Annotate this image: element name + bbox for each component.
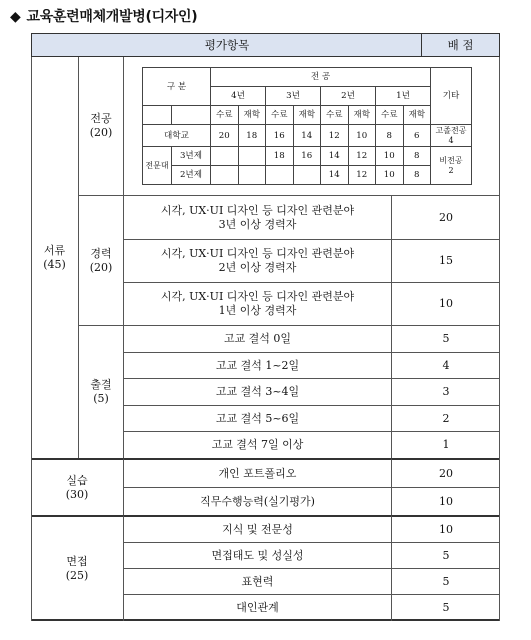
- major-header-label: 전 공: [310, 72, 331, 82]
- attendance-score-cell: [391, 352, 500, 378]
- practical-label: 실습: [66, 473, 88, 487]
- other-nonmajor-label: 비전공: [439, 155, 463, 165]
- documents-points: (45): [43, 257, 66, 271]
- attendance-score-cell: [391, 405, 500, 431]
- attendance-text: 고교 결석 7일 이상: [211, 438, 304, 451]
- interview-row: [123, 515, 391, 542]
- documents-label: 서류: [43, 243, 66, 257]
- three-year-value-cell: [293, 147, 321, 166]
- table-right-border: [499, 57, 500, 621]
- univ-value: 6: [414, 130, 420, 141]
- col-group-cell: [143, 68, 211, 106]
- status-label: 수료: [325, 110, 343, 120]
- status-label: 재학: [353, 110, 371, 120]
- three-year-value-cell: [321, 147, 349, 166]
- header-score-cell: [421, 33, 500, 57]
- documents-label-cell: [31, 57, 78, 458]
- attendance-score: 4: [442, 358, 450, 372]
- univ-value: 8: [386, 130, 392, 141]
- page-title: [10, 6, 197, 26]
- career-row: [123, 195, 391, 239]
- table-left-border: [31, 57, 32, 621]
- univ-label: 대학교: [164, 130, 189, 141]
- interview-row: [123, 568, 391, 594]
- career-score: 20: [439, 210, 453, 224]
- attendance-score-cell: [391, 431, 500, 458]
- univ-value-cell: [293, 125, 321, 147]
- interview-points: (25): [65, 569, 89, 582]
- attendance-row: [123, 325, 391, 352]
- career-row: [123, 282, 391, 325]
- other-header-label: 기타: [442, 91, 460, 101]
- attendance-row: [123, 431, 391, 458]
- univ-value-cell: [321, 125, 349, 147]
- attendance-row: [123, 378, 391, 405]
- two-year-value-cell: [376, 166, 404, 185]
- attendance-text: 고교 결석 5~6일: [215, 411, 300, 425]
- practical-points: (30): [65, 487, 89, 501]
- univ-value-cell: [238, 125, 266, 147]
- attendance-score: 5: [442, 332, 450, 345]
- year-2-cell: [321, 87, 376, 106]
- major-table-cell: [123, 57, 500, 195]
- two-year-value: 10: [383, 170, 395, 180]
- career-row-line1: 시각, UX·UI 디자인 등 디자인 관련분야: [160, 203, 355, 217]
- three-year-label-cell: [172, 147, 211, 166]
- practical-text: 직무수행능력(실기평가): [200, 494, 315, 508]
- interview-score: 5: [442, 548, 450, 562]
- three-year-value-cell: [348, 147, 376, 166]
- career-score-cell: [391, 195, 500, 239]
- interview-score-cell: [391, 515, 500, 542]
- interview-label: 면접: [66, 555, 88, 568]
- interview-score: 5: [442, 574, 450, 588]
- major-label: 전공: [90, 112, 112, 125]
- attendance-text: 고교 결석 0일: [223, 332, 292, 345]
- career-points: (20): [89, 260, 113, 274]
- attendance-score-cell: [391, 378, 500, 405]
- status-cell: [403, 106, 431, 125]
- practical-row: [123, 458, 391, 487]
- status-label: 재학: [298, 110, 316, 120]
- interview-row: [123, 594, 391, 621]
- univ-value-cell: [403, 125, 431, 147]
- career-score-cell: [391, 282, 500, 325]
- practical-score-cell: [391, 458, 500, 487]
- interview-label-cell: [31, 515, 123, 621]
- status-label: 수료: [380, 110, 398, 120]
- two-year-value: 14: [328, 170, 340, 180]
- status-label: 수료: [215, 110, 233, 120]
- status-cell: [376, 106, 404, 125]
- practical-text: 개인 포트폴리오: [218, 466, 297, 480]
- year-label: 3년: [286, 91, 300, 101]
- attendance-label: 출결: [90, 378, 112, 391]
- two-year-value-cell: [403, 166, 431, 185]
- interview-row: [123, 542, 391, 568]
- univ-value: 20: [218, 130, 230, 141]
- three-year-value-cell: [266, 147, 294, 166]
- page-title-text: 교육훈련매체개발병(디자인): [26, 9, 198, 25]
- interview-text: 표현력: [241, 574, 274, 588]
- univ-value-cell: [348, 125, 376, 147]
- attendance-label-cell: [78, 325, 123, 458]
- three-year-label: 3년제: [179, 151, 203, 161]
- college-label-cell: [143, 147, 172, 185]
- col-group-label: 구 분: [166, 81, 187, 92]
- college-label: 전문대: [145, 160, 169, 170]
- univ-value-cell: [266, 125, 294, 147]
- two-year-value-cell: [321, 166, 349, 185]
- practical-score-cell: [391, 487, 500, 515]
- header-score-label: 배 점: [447, 38, 474, 52]
- status-label: 재학: [408, 110, 426, 120]
- career-score: 15: [439, 254, 453, 267]
- practical-score: 10: [439, 494, 453, 508]
- univ-value: 12: [328, 130, 340, 141]
- two-year-label: 2년제: [179, 170, 203, 180]
- status-cell: [348, 106, 376, 125]
- year-label: 2년: [341, 91, 355, 101]
- career-score: 10: [439, 297, 453, 310]
- attendance-score: 1: [442, 438, 450, 451]
- attendance-row: [123, 352, 391, 378]
- interview-text: 지식 및 전문성: [222, 522, 293, 536]
- year-3-cell: [266, 87, 321, 106]
- univ-value: 16: [273, 130, 285, 141]
- year-1-cell: [376, 87, 431, 106]
- career-row: [123, 239, 391, 282]
- major-score-table: [142, 67, 472, 185]
- other-nonmajor-cell: [431, 147, 472, 185]
- career-row-line2: 2년 이상 경력자: [218, 261, 297, 274]
- other-header-cell: [431, 68, 472, 125]
- career-label: 경력: [90, 246, 112, 260]
- career-score-cell: [391, 239, 500, 282]
- attendance-points: (5): [93, 392, 109, 405]
- major-header-cell: [211, 68, 431, 87]
- three-year-value-cell: [403, 147, 431, 166]
- major-label-cell: [78, 57, 123, 195]
- year-4-cell: [211, 87, 266, 106]
- interview-text: 면접태도 및 성실성: [211, 548, 304, 562]
- attendance-score: 2: [442, 411, 450, 425]
- career-row-line1: 시각, UX·UI 디자인 등 디자인 관련분야: [160, 247, 355, 260]
- three-year-value-cell: [376, 147, 404, 166]
- status-cell: [321, 106, 349, 125]
- status-cell: [238, 106, 266, 125]
- year-label: 1년: [396, 91, 410, 101]
- career-row-line1: 시각, UX·UI 디자인 등 디자인 관련분야: [160, 290, 355, 303]
- major-points: (20): [89, 126, 113, 139]
- univ-label-cell: [143, 125, 211, 147]
- three-year-value: 12: [356, 151, 368, 161]
- practical-label-cell: [31, 458, 123, 515]
- other-related-score: 4: [448, 135, 454, 145]
- other-related-label: 고졸전공: [435, 125, 467, 135]
- two-year-label-cell: [172, 166, 211, 185]
- status-cell: [293, 106, 321, 125]
- two-year-value: 8: [414, 170, 420, 180]
- other-nonmajor-score: 2: [448, 165, 454, 175]
- other-related-cell: [431, 125, 472, 147]
- interview-score-cell: [391, 594, 500, 621]
- univ-value-cell: [376, 125, 404, 147]
- interview-score: 5: [442, 601, 450, 614]
- career-row-line2: 3년 이상 경력자: [218, 217, 297, 231]
- practical-row: [123, 487, 391, 515]
- header-item-label: 평가항목: [204, 38, 250, 52]
- year-label: 4년: [231, 91, 245, 101]
- three-year-value: 16: [301, 151, 313, 161]
- attendance-text: 고교 결석 1~2일: [215, 358, 300, 372]
- univ-value: 18: [246, 130, 258, 141]
- attendance-text: 고교 결석 3~4일: [215, 385, 300, 398]
- attendance-score-cell: [391, 325, 500, 352]
- univ-value: 10: [356, 130, 368, 141]
- practical-score: 20: [439, 466, 453, 480]
- univ-value: 14: [301, 130, 313, 141]
- attendance-row: [123, 405, 391, 431]
- three-year-value: 14: [328, 151, 340, 161]
- status-label: 수료: [270, 110, 288, 120]
- header-item-cell: [31, 33, 422, 57]
- career-label-cell: [78, 195, 123, 325]
- interview-score: 10: [439, 522, 453, 536]
- two-year-value: 12: [356, 170, 368, 180]
- diamond-bullet-icon: ◆: [10, 9, 21, 25]
- status-cell: [211, 106, 239, 125]
- univ-value-cell: [211, 125, 239, 147]
- attendance-score: 3: [442, 385, 450, 398]
- two-year-value-cell: [348, 166, 376, 185]
- interview-score-cell: [391, 542, 500, 568]
- status-cell: [266, 106, 294, 125]
- interview-text: 대인관계: [236, 601, 279, 614]
- three-year-value: 18: [273, 151, 285, 161]
- three-year-value: 10: [383, 151, 395, 161]
- status-label: 재학: [243, 110, 261, 120]
- three-year-value: 8: [414, 151, 420, 161]
- career-row-line2: 1년 이상 경력자: [218, 304, 297, 317]
- interview-score-cell: [391, 568, 500, 594]
